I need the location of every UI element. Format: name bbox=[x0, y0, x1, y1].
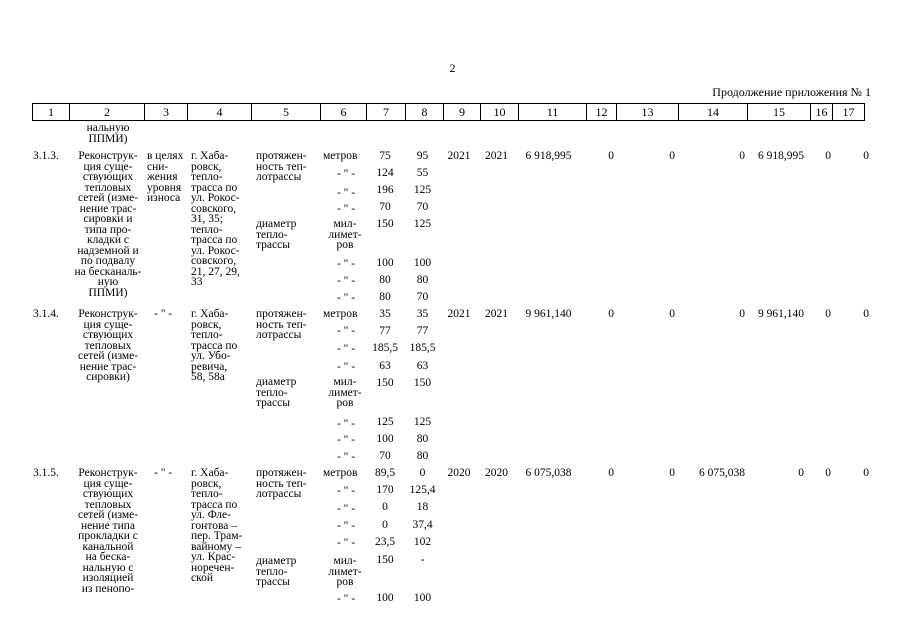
col-header: 6 bbox=[321, 104, 367, 121]
value-col8: 80 bbox=[416, 450, 429, 462]
value-col8: - bbox=[420, 554, 425, 566]
value-col8: 125 bbox=[413, 416, 432, 428]
value-col15: 6 918,995 bbox=[758, 150, 804, 162]
value-col7: 100 bbox=[376, 433, 394, 445]
column-header-row bbox=[32, 103, 865, 121]
value-col8: 55 bbox=[416, 167, 429, 179]
value-col8: 100 bbox=[413, 592, 432, 604]
value-col14: 0 bbox=[739, 150, 745, 162]
object-name: Реконструк- ция суще- ствующих тепловых сетей (изме- нение трас- сировки и типа про- кладки с надземной и по подвалу на бесканаль- ную ППМИ) bbox=[74, 150, 142, 299]
value-col15: 9 961,140 bbox=[758, 308, 804, 320]
ditto: - " - bbox=[336, 325, 356, 337]
value-col8: 35 bbox=[416, 308, 429, 320]
address: г. Хаба- ровск, тепло- трасса по ул. Рокос- совского, 31, 35; тепло- трасса по ул. Рокос- совского, 21, 27, 29, 33 bbox=[191, 150, 240, 288]
col-header: 8 bbox=[406, 104, 444, 121]
object-name: Реконструк- ция суще- ствующих тепловых сетей (изме- нение трас- сировки) bbox=[77, 308, 139, 383]
value-col8: 63 bbox=[416, 360, 429, 372]
value-col7: 124 bbox=[376, 167, 394, 179]
appendix-caption: Продолжение приложения № 1 bbox=[712, 85, 871, 99]
value-col8: 125 bbox=[413, 218, 432, 230]
end-year: 2021 bbox=[485, 150, 508, 162]
total-cost: 6 918,995 bbox=[525, 150, 572, 162]
value-col12: 0 bbox=[608, 150, 614, 162]
end-year: 2020 bbox=[485, 467, 508, 479]
value-col7: 150 bbox=[376, 377, 394, 389]
col-header: 9 bbox=[444, 104, 481, 121]
value-col15: 0 bbox=[798, 467, 804, 479]
parameter-length: протяжен- ность теп- лотрассы bbox=[256, 308, 307, 341]
ditto: - " - bbox=[336, 485, 356, 497]
ditto: - " - bbox=[336, 275, 356, 287]
col-header: 14 bbox=[679, 104, 748, 121]
value-col16: 0 bbox=[825, 150, 831, 162]
row-number: 3.1.4. bbox=[33, 308, 59, 320]
ditto: - " - bbox=[336, 258, 356, 270]
unit: метров bbox=[323, 150, 358, 162]
ditto: - " - bbox=[336, 187, 356, 199]
ditto: - " - bbox=[336, 168, 356, 180]
col-header: 4 bbox=[188, 104, 252, 121]
ditto: - " - bbox=[336, 203, 356, 215]
value-col8: 18 bbox=[416, 501, 429, 513]
value-col12: 0 bbox=[608, 467, 614, 479]
value-col7: 75 bbox=[379, 150, 391, 162]
value-col8: 80 bbox=[416, 274, 429, 286]
value-col7: 150 bbox=[376, 554, 394, 566]
ditto: - " - bbox=[336, 520, 356, 532]
parameter-diameter: диаметр тепло- трассы bbox=[256, 555, 297, 588]
value-col17: 0 bbox=[863, 467, 869, 479]
value-col8: 100 bbox=[413, 257, 432, 269]
value-col7: 150 bbox=[376, 218, 394, 230]
value-col7: 70 bbox=[379, 450, 391, 462]
unit: мил- лимет- ров bbox=[328, 218, 362, 251]
ditto: - " - bbox=[336, 361, 356, 373]
carryover-text: нальную ППМИ) bbox=[86, 122, 130, 145]
value-col7: 63 bbox=[379, 360, 391, 372]
col-header: 15 bbox=[748, 104, 811, 121]
value-col17: 0 bbox=[863, 308, 869, 320]
purpose: - " - bbox=[154, 467, 173, 479]
value-col8: 70 bbox=[416, 291, 429, 303]
ditto: - " - bbox=[336, 593, 356, 605]
value-col7: 80 bbox=[379, 274, 391, 286]
parameter-length: протяжен- ность теп- лотрассы bbox=[256, 467, 307, 500]
value-col8: 125 bbox=[413, 184, 432, 196]
ditto: - " - bbox=[336, 292, 356, 304]
value-col7: 0 bbox=[382, 519, 388, 531]
value-col8: 0 bbox=[419, 467, 426, 479]
col-header: 10 bbox=[481, 104, 519, 121]
value-col14: 6 075,038 bbox=[699, 467, 745, 479]
col-header: 12 bbox=[587, 104, 617, 121]
unit: метров bbox=[323, 308, 358, 320]
value-col16: 0 bbox=[825, 308, 831, 320]
start-year: 2021 bbox=[447, 308, 471, 320]
object-name: Реконструк- ция суще- ствующих тепловых сетей (изме- нение типа прокладки с канальной на беска- нальную с изоляцией из пенопо- bbox=[77, 467, 139, 595]
value-col7: 125 bbox=[376, 416, 394, 428]
ditto: - " - bbox=[336, 343, 356, 355]
value-col13: 0 bbox=[669, 150, 675, 162]
col-header: 2 bbox=[70, 104, 145, 121]
start-year: 2021 bbox=[447, 150, 471, 162]
col-header: 5 bbox=[252, 104, 321, 121]
row-number: 3.1.3. bbox=[33, 150, 59, 162]
col-header: 7 bbox=[367, 104, 406, 121]
col-header: 16 bbox=[811, 104, 833, 121]
col-header: 13 bbox=[617, 104, 679, 121]
col-header: 17 bbox=[833, 104, 865, 121]
value-col7: 0 bbox=[382, 501, 388, 513]
value-col8: 102 bbox=[413, 536, 432, 548]
ditto: - " - bbox=[336, 503, 356, 515]
value-col13: 0 bbox=[669, 467, 675, 479]
value-col17: 0 bbox=[863, 150, 869, 162]
value-col7: 100 bbox=[376, 257, 394, 269]
value-col8: 80 bbox=[416, 433, 429, 445]
ditto: - " - bbox=[336, 537, 356, 549]
value-col7: 80 bbox=[379, 291, 391, 303]
parameter-diameter: диаметр тепло- трассы bbox=[256, 218, 297, 251]
unit: метров bbox=[323, 467, 358, 479]
value-col13: 0 bbox=[669, 308, 675, 320]
value-col7: 100 bbox=[376, 592, 394, 604]
value-col7: 77 bbox=[379, 325, 391, 337]
value-col7: 170 bbox=[376, 484, 394, 496]
value-col7: 196 bbox=[376, 184, 394, 196]
ditto: - " - bbox=[336, 451, 356, 463]
value-col7: 70 bbox=[379, 201, 391, 213]
value-col8: 77 bbox=[416, 325, 429, 337]
page-number: 2 bbox=[449, 61, 456, 75]
value-col8: 125,4 bbox=[409, 484, 436, 496]
value-col7: 23,5 bbox=[374, 536, 396, 548]
purpose: - " - bbox=[154, 308, 173, 320]
value-col7: 185,5 bbox=[372, 342, 398, 354]
col-header: 1 bbox=[33, 104, 70, 121]
value-col8: 150 bbox=[413, 377, 432, 389]
value-col8: 95 bbox=[416, 150, 429, 162]
address: г. Хаба- ровск, тепло- трасса по ул. Фле- гонтова – пер. Трам- вайному – ул. Крас- нoречен- ской bbox=[191, 467, 243, 584]
value-col8: 70 bbox=[416, 201, 429, 213]
address: г. Хаба- ровск, тепло- трасса по ул. Убо- ревича, 58, 58а bbox=[191, 308, 238, 383]
purpose: в целях сни- жения уровня износа bbox=[147, 150, 184, 204]
col-header: 11 bbox=[519, 104, 587, 121]
value-col7: 89,5 bbox=[374, 467, 396, 479]
end-year: 2021 bbox=[485, 308, 508, 320]
col-header: 3 bbox=[145, 104, 188, 121]
row-number: 3.1.5. bbox=[33, 467, 59, 479]
unit: мил- лимет- ров bbox=[328, 555, 362, 588]
ditto: - " - bbox=[336, 418, 356, 430]
parameter-diameter: диаметр тепло- трассы bbox=[256, 376, 297, 409]
value-col16: 0 bbox=[825, 467, 831, 479]
parameter-length: протяжен- ность теп- лотрассы bbox=[256, 150, 307, 183]
value-col8: 185,5 bbox=[409, 342, 436, 354]
value-col12: 0 bbox=[608, 308, 614, 320]
value-col14: 0 bbox=[739, 308, 745, 320]
start-year: 2020 bbox=[447, 467, 471, 479]
unit: мил- лимет- ров bbox=[328, 376, 362, 409]
value-col8: 37,4 bbox=[412, 519, 433, 531]
value-col7: 35 bbox=[379, 308, 391, 320]
total-cost: 9 961,140 bbox=[525, 308, 572, 320]
ditto: - " - bbox=[336, 434, 356, 446]
total-cost: 6 075,038 bbox=[525, 467, 572, 479]
